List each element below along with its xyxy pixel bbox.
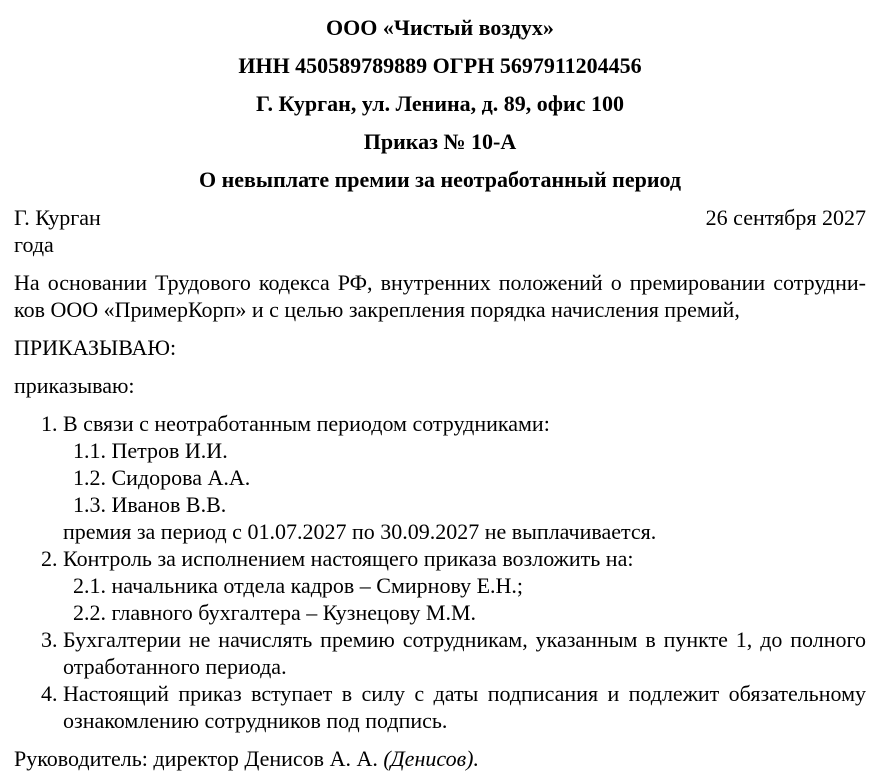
- sub-item-1-3: 1.3. Иванов В.В.: [73, 492, 227, 517]
- preamble-line-2: ков ООО «ПримерКорп» и с целью закрепления порядка начисления премий,: [14, 297, 740, 322]
- date-year-wrap: года: [14, 232, 54, 257]
- order-item-4: [41, 680, 866, 707]
- item-4-line-2: ознакомлению сотрудников под подпись.: [63, 708, 448, 733]
- order-items-list: [14, 410, 866, 734]
- item-1-text: В связи с неотработанным периодом сотрудниками:: [63, 411, 550, 436]
- order-word-caps: ПРИКАЗЫВАЮ:: [14, 335, 177, 360]
- item-3-line-1: Бухгалтерии не начислять премию сотрудникам, указанным в пункте 1, до полного: [63, 627, 866, 652]
- company-requisites: ИНН 450589789889 ОГРН 5697911204456: [238, 53, 642, 78]
- signature-name-italic: (Денисов).: [383, 746, 479, 771]
- sub-item-2-1: 2.1. начальника отдела кадров – Смирнову Е.Н.;: [73, 573, 524, 598]
- date-label: 26 сентября 2027: [705, 205, 866, 230]
- sub-item-1-2: 1.2. Сидорова А.А.: [73, 465, 251, 490]
- item-3-number: 3.: [41, 627, 58, 652]
- order-item-3: [41, 626, 866, 653]
- order-item-1: [41, 410, 866, 437]
- item-4-number: 4.: [41, 681, 58, 706]
- company-name: ООО «Чистый воздух»: [326, 15, 554, 40]
- item-2-number: 2.: [41, 546, 58, 571]
- preamble: [14, 269, 866, 323]
- preamble-line-1: На основании Трудового кодекса РФ, внутренних положений о премировании сотрудни-: [14, 270, 866, 295]
- item-4-line-1: Настоящий приказ вступает в силу с даты подписания и подлежит обязательному: [63, 681, 866, 706]
- item-3-line-2: отработанного периода.: [63, 654, 287, 679]
- item-2-text: Контроль за исполнением настоящего приказа возложить на:: [63, 546, 634, 571]
- signature-line: [14, 745, 866, 772]
- dateline-block: [14, 204, 866, 258]
- dateline-row: [14, 204, 866, 231]
- order-number-title: Приказ № 10-А: [363, 129, 517, 154]
- order-subject: О невыплате премии за неотработанный период: [199, 167, 681, 192]
- sub-item-1-1: 1.1. Петров И.И.: [73, 438, 228, 463]
- item-1-number: 1.: [41, 411, 58, 436]
- signature-text: Руководитель: директор Денисов А. А.: [14, 746, 378, 771]
- order-word-lowercase: приказываю:: [14, 373, 135, 398]
- item-1-continuation: премия за период с 01.07.2027 по 30.09.2027 не выплачивается.: [63, 519, 657, 544]
- city-label: Г. Курган: [14, 205, 101, 230]
- company-address: Г. Курган, ул. Ленина, д. 89, офис 100: [256, 91, 624, 116]
- sub-item-2-2: 2.2. главного бухгалтера – Кузнецову М.М.: [73, 600, 477, 625]
- order-item-2: [41, 545, 866, 572]
